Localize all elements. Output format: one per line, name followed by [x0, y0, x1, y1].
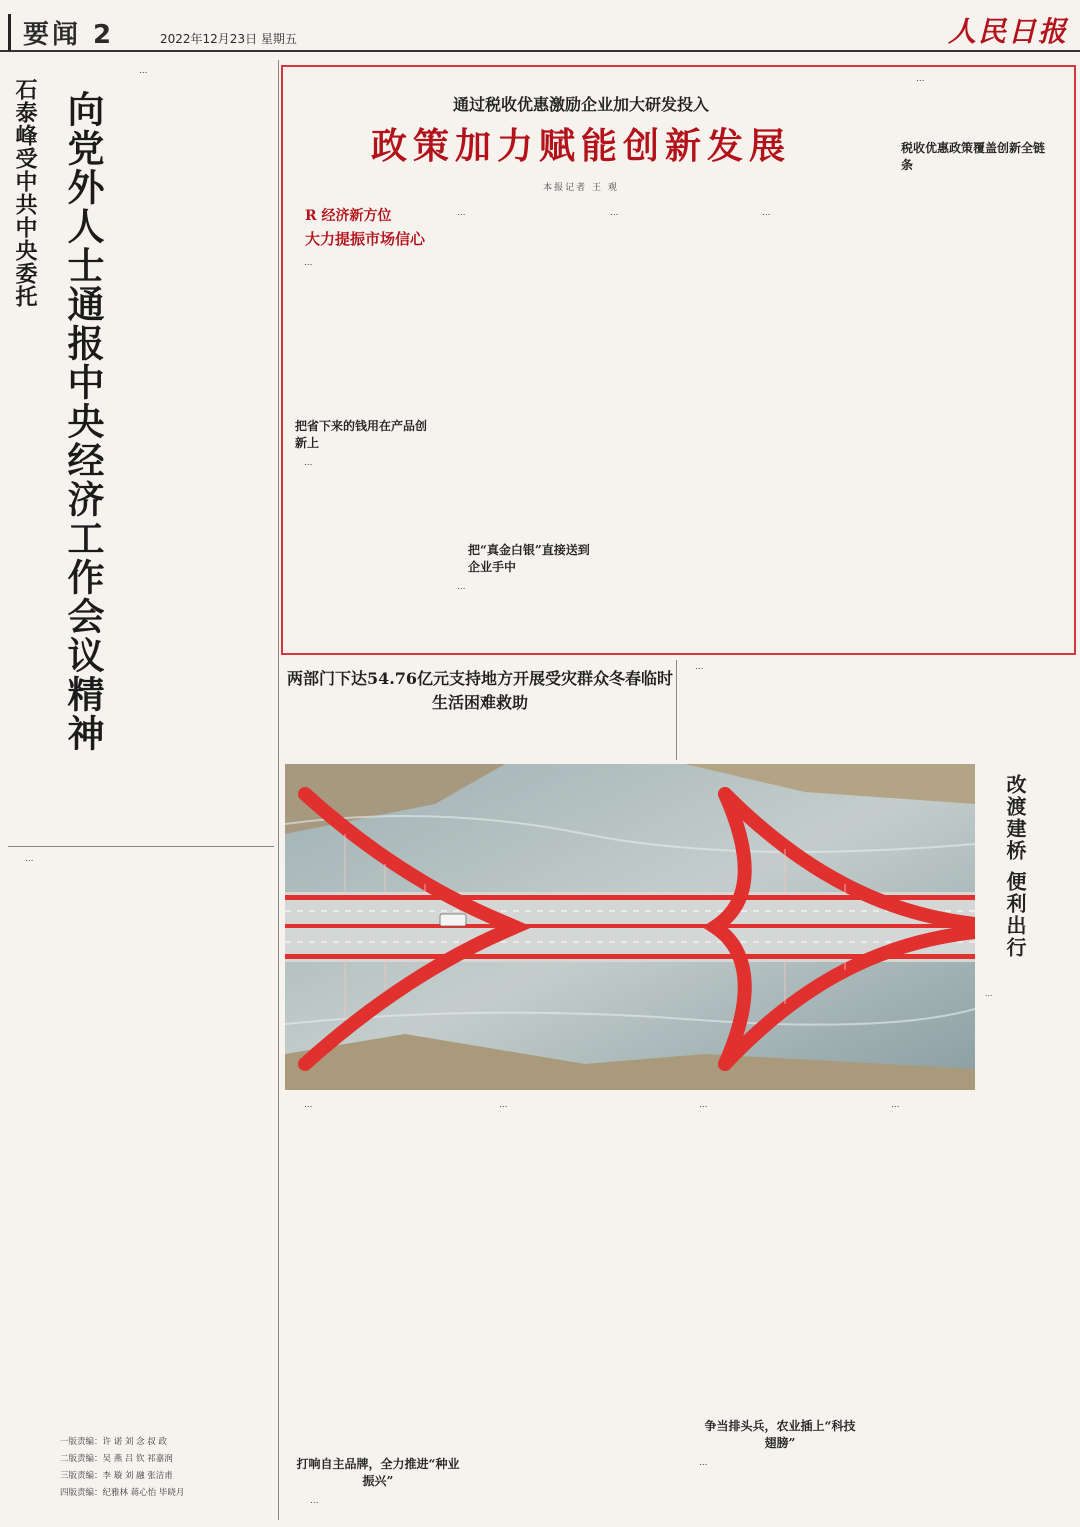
feature-col2b-para: … [457, 582, 466, 592]
column-tag-sub: 大力提振市场信心 [305, 230, 426, 248]
bottom-col2 [482, 1098, 670, 1448]
feature-col1b-para: … [304, 458, 313, 468]
masthead [0, 0, 1080, 52]
editor-row: 三版责编：李 璇 刘 融 张洁甫 [60, 1471, 173, 1481]
article1-body-bottom [8, 588, 274, 840]
feature-byline: 本报记者 王 观 [543, 183, 619, 193]
bottom-col2-para: … [499, 1100, 508, 1110]
article2-continued [8, 852, 274, 1424]
feature-col2 [440, 206, 586, 538]
newspaper-logo: 人民日报 [947, 15, 1068, 48]
bottom-col3-para: … [699, 1100, 708, 1110]
column-divider [676, 660, 677, 760]
column-tag-label: R 经济新方位 [305, 208, 392, 224]
bottom-col2b-para: … [310, 1496, 319, 1506]
feature-subhead-2: 把“真金白银”直接送到企业手中 [468, 543, 590, 574]
article1-para-1: … [139, 66, 148, 76]
bottom-col2b [293, 1494, 475, 1524]
feature-col1 [287, 256, 433, 414]
bottom-col3b-para: … [699, 1458, 708, 1468]
bottom-col3 [682, 1098, 864, 1418]
column-tag [305, 205, 425, 249]
feature-col1b [287, 456, 433, 648]
feature-col4-para: … [762, 208, 771, 218]
bottom-col1 [287, 1098, 469, 1518]
article1-subtitle: 石泰峰受中共中央委托 [12, 78, 38, 308]
feature-col5 [899, 178, 1071, 648]
relief-body [678, 660, 1074, 758]
bottom-col4-para: … [891, 1100, 900, 1110]
photo-caption-title: 改渡建桥 便利出行 [1003, 774, 1027, 959]
feature-col3-para: … [610, 208, 619, 218]
editor-row: 一版责编：许 诺 刘 念 叔 政 [60, 1437, 168, 1447]
section-label: 要闻 2 [8, 14, 114, 51]
article2-para-1: … [25, 854, 34, 864]
feature-col2-para: … [457, 208, 466, 218]
feature-headline: 政策加力赋能创新发展 [370, 126, 791, 167]
feature-subhead-3: 税收优惠政策覆盖创新全链条 [901, 141, 1046, 172]
bottom-subhead-2: 争当排头兵，农业插上“科技翅膀” [704, 1419, 856, 1450]
relief-para: … [695, 662, 704, 672]
article1-body-top [122, 64, 274, 584]
bottom-col1-para: … [304, 1100, 313, 1110]
feature-kicker: 通过税收优惠激励企业加大研发投入 [452, 95, 709, 114]
bottom-col3b [682, 1456, 864, 1522]
feature-col2b [440, 580, 586, 648]
left-divider [8, 846, 274, 847]
bottom-col4 [874, 1098, 1072, 1522]
article1-title: 向党外人士通报中央经济工作会议精神 [61, 90, 105, 753]
relief-headline: 两部门下达54.76亿元支持地方开展受灾群众冬春临时生活困难救助 [286, 669, 674, 712]
editor-row: 二版责编：吴 燕 吕 钦 祁嘉润 [60, 1454, 173, 1464]
issue-date: 2022年12月23日 星期五 [160, 32, 297, 46]
photo-caption-text: … [985, 989, 993, 998]
column-divider [278, 60, 279, 1520]
feature-subhead-1: 把省下来的钱用在产品创新上 [295, 419, 428, 450]
feature-col4 [745, 206, 891, 648]
bottom-subhead-1: 打响自主品牌，全力推进“种业振兴” [296, 1457, 460, 1488]
feature-col1-para: … [304, 258, 313, 268]
bridge-photo [285, 764, 975, 1090]
bridge-illustration [285, 764, 975, 1090]
feature-col3 [593, 206, 739, 648]
editors-list [58, 1433, 192, 1503]
editor-row: 四版责编：纪雅林 蒋心怡 毕晓月 [60, 1488, 185, 1498]
feature-col5-top [899, 72, 1071, 142]
feature-col5-para: … [916, 74, 925, 84]
